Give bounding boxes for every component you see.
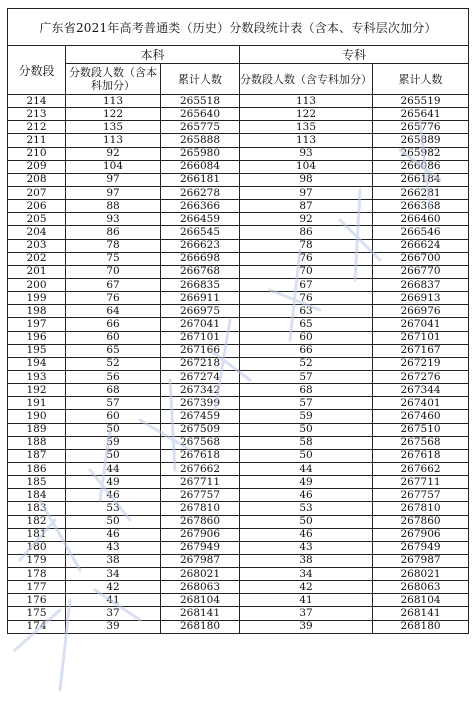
undergrad-cumulative-cell: 266768 (161, 265, 240, 278)
undergrad-cumulative-cell: 268063 (161, 581, 240, 594)
table-row (8, 581, 469, 594)
junior-cumulative-cell: 267860 (373, 515, 469, 528)
undergrad-count-cell: 49 (66, 476, 161, 489)
score-cell: 194 (8, 357, 66, 370)
table-row (8, 292, 469, 305)
junior-count-cell: 76 (240, 252, 373, 265)
score-cell: 174 (8, 620, 66, 633)
undergrad-count-cell: 75 (66, 252, 161, 265)
score-cell: 176 (8, 594, 66, 607)
undergrad-count-cell: 46 (66, 528, 161, 541)
junior-count-cell: 66 (240, 344, 373, 357)
table-row (8, 108, 469, 121)
table-row (8, 594, 469, 607)
junior-cumulative-cell: 267276 (373, 370, 469, 383)
table-row (8, 449, 469, 462)
undergrad-cumulative-cell: 267041 (161, 318, 240, 331)
undergrad-cumulative-cell: 267810 (161, 502, 240, 515)
undergrad-count-cell: 68 (66, 384, 161, 397)
table-row (8, 423, 469, 436)
junior-count-cell: 113 (240, 134, 373, 147)
table-row (8, 160, 469, 173)
junior-count-cell: 39 (240, 620, 373, 633)
table-row (8, 186, 469, 199)
junior-cumulative-cell: 267711 (373, 476, 469, 489)
junior-cumulative-cell: 266546 (373, 226, 469, 239)
table-row (8, 357, 469, 370)
table-row (8, 344, 469, 357)
table-row (8, 226, 469, 239)
score-cell: 201 (8, 265, 66, 278)
score-cell: 186 (8, 462, 66, 475)
undergrad-cumulative-cell: 268141 (161, 607, 240, 620)
junior-cumulative-cell: 268063 (373, 581, 469, 594)
junior-count-cell: 53 (240, 502, 373, 515)
undergrad-cumulative-cell: 265640 (161, 108, 240, 121)
undergrad-cumulative-cell: 266366 (161, 200, 240, 213)
score-cell: 206 (8, 200, 66, 213)
undergrad-cumulative-cell: 267218 (161, 357, 240, 370)
undergrad-count-cell: 104 (66, 160, 161, 173)
junior-count-cell: 41 (240, 594, 373, 607)
score-cell: 214 (8, 95, 66, 108)
undergrad-count-cell: 56 (66, 370, 161, 383)
undergrad-count-cell: 78 (66, 239, 161, 252)
undergrad-cumulative-cell: 266084 (161, 160, 240, 173)
undergrad-count-cell: 92 (66, 147, 161, 160)
score-cell: 182 (8, 515, 66, 528)
undergrad-cumulative-cell: 268021 (161, 568, 240, 581)
undergrad-cumulative-cell: 266278 (161, 186, 240, 199)
undergrad-count-cell: 52 (66, 357, 161, 370)
junior-cumulative-cell: 267568 (373, 436, 469, 449)
junior-cumulative-cell: 266184 (373, 173, 469, 186)
undergrad-cumulative-cell: 266181 (161, 173, 240, 186)
score-cell: 198 (8, 305, 66, 318)
undergrad-count-cell: 60 (66, 410, 161, 423)
undergrad-cumulative-cell: 267166 (161, 344, 240, 357)
junior-count-cell: 135 (240, 121, 373, 134)
undergrad-count-cell: 67 (66, 278, 161, 291)
score-cell: 195 (8, 344, 66, 357)
junior-cumulative-cell: 265519 (373, 95, 469, 108)
table-row (8, 173, 469, 186)
junior-count-cell: 43 (240, 541, 373, 554)
undergrad-cumulative-cell: 267342 (161, 384, 240, 397)
junior-cumulative-cell: 267510 (373, 423, 469, 436)
table-row (8, 95, 469, 108)
junior-cumulative-cell: 265641 (373, 108, 469, 121)
junior-count-cell: 98 (240, 173, 373, 186)
undergrad-count-cell: 97 (66, 173, 161, 186)
junior-count-cell: 67 (240, 278, 373, 291)
undergrad-cumulative-cell: 265775 (161, 121, 240, 134)
score-cell: 188 (8, 436, 66, 449)
undergrad-count-cell: 113 (66, 95, 161, 108)
junior-cumulative-cell: 266976 (373, 305, 469, 318)
table-row (8, 384, 469, 397)
junior-cumulative-cell: 268104 (373, 594, 469, 607)
junior-count-cell: 60 (240, 331, 373, 344)
junior-count-cell: 50 (240, 423, 373, 436)
undergrad-cumulative-cell: 267509 (161, 423, 240, 436)
table-row (8, 305, 469, 318)
junior-cumulative-cell: 265776 (373, 121, 469, 134)
score-cell: 208 (8, 173, 66, 186)
undergrad-cumulative-cell: 268104 (161, 594, 240, 607)
undergrad-count-cell: 57 (66, 397, 161, 410)
junior-count-cell: 42 (240, 581, 373, 594)
score-cell: 200 (8, 278, 66, 291)
undergrad-count-cell: 113 (66, 134, 161, 147)
score-cell: 192 (8, 384, 66, 397)
junior-count-cell: 57 (240, 370, 373, 383)
undergrad-cumulative-cell: 266698 (161, 252, 240, 265)
junior-count-cell: 46 (240, 489, 373, 502)
junior-count-cell: 87 (240, 200, 373, 213)
undergrad-count-cell: 59 (66, 436, 161, 449)
undergrad-cumulative-cell: 267399 (161, 397, 240, 410)
junior-cumulative-cell: 267219 (373, 357, 469, 370)
score-cell: 213 (8, 108, 66, 121)
undergrad-count-cell: 60 (66, 331, 161, 344)
undergrad-count-cell: 93 (66, 213, 161, 226)
junior-cumulative-cell: 268141 (373, 607, 469, 620)
junior-count-cell: 59 (240, 410, 373, 423)
undergrad-count-cell: 50 (66, 515, 161, 528)
junior-count-cell: 122 (240, 108, 373, 121)
undergrad-cumulative-cell: 267711 (161, 476, 240, 489)
undergrad-count-cell: 39 (66, 620, 161, 633)
undergrad-cumulative-cell: 267906 (161, 528, 240, 541)
junior-count-cell: 52 (240, 357, 373, 370)
junior-count-cell: 86 (240, 226, 373, 239)
undergrad-cumulative-cell: 266835 (161, 278, 240, 291)
score-cell: 191 (8, 397, 66, 410)
undergrad-cumulative-cell: 266911 (161, 292, 240, 305)
junior-cumulative-cell: 267949 (373, 541, 469, 554)
score-cell: 203 (8, 239, 66, 252)
junior-cumulative-cell: 266700 (373, 252, 469, 265)
undergrad-cumulative-cell: 266975 (161, 305, 240, 318)
junior-group-header: 专科 (240, 46, 469, 64)
junior-cumulative-cell: 267757 (373, 489, 469, 502)
junior-count-cell: 113 (240, 95, 373, 108)
undergrad-cumulative-cell: 266459 (161, 213, 240, 226)
junior-cumulative-cell: 267987 (373, 554, 469, 567)
undergrad-count-header: 分数段人数（含本科加分） (66, 64, 161, 95)
score-cell: 187 (8, 449, 66, 462)
undergrad-cumulative-cell: 266545 (161, 226, 240, 239)
junior-cumulative-cell: 266913 (373, 292, 469, 305)
score-cell: 181 (8, 528, 66, 541)
table-row (8, 397, 469, 410)
table-row (8, 121, 469, 134)
table-row (8, 239, 469, 252)
undergrad-count-cell: 88 (66, 200, 161, 213)
junior-cumulative-cell: 266281 (373, 186, 469, 199)
undergrad-cumulative-cell: 267568 (161, 436, 240, 449)
undergrad-cumulative-cell: 265980 (161, 147, 240, 160)
undergrad-cumulative-header: 累计人数 (161, 64, 240, 95)
score-cell: 204 (8, 226, 66, 239)
score-cell: 210 (8, 147, 66, 160)
junior-cumulative-cell: 266368 (373, 200, 469, 213)
junior-cumulative-cell: 268180 (373, 620, 469, 633)
table-row (8, 147, 469, 160)
undergrad-cumulative-cell: 266623 (161, 239, 240, 252)
undergrad-cumulative-cell: 268180 (161, 620, 240, 633)
score-cell: 177 (8, 581, 66, 594)
undergrad-count-cell: 86 (66, 226, 161, 239)
undergrad-cumulative-cell: 265518 (161, 95, 240, 108)
junior-count-cell: 46 (240, 528, 373, 541)
table-row (8, 476, 469, 489)
score-distribution-sheet (7, 8, 468, 634)
junior-cumulative-cell: 267906 (373, 528, 469, 541)
undergrad-count-cell: 64 (66, 305, 161, 318)
undergrad-cumulative-cell: 267274 (161, 370, 240, 383)
table-row (8, 515, 469, 528)
undergrad-count-cell: 50 (66, 423, 161, 436)
undergrad-count-cell: 53 (66, 502, 161, 515)
score-cell: 175 (8, 607, 66, 620)
score-cell: 202 (8, 252, 66, 265)
junior-cumulative-cell: 266837 (373, 278, 469, 291)
score-cell: 189 (8, 423, 66, 436)
undergrad-count-cell: 34 (66, 568, 161, 581)
score-cell: 183 (8, 502, 66, 515)
undergrad-count-cell: 46 (66, 489, 161, 502)
junior-count-cell: 50 (240, 515, 373, 528)
score-cell: 196 (8, 331, 66, 344)
undergrad-cumulative-cell: 267101 (161, 331, 240, 344)
score-cell: 212 (8, 121, 66, 134)
score-cell: 180 (8, 541, 66, 554)
table-row (8, 528, 469, 541)
junior-cumulative-cell: 265982 (373, 147, 469, 160)
table-row (8, 265, 469, 278)
junior-count-cell: 58 (240, 436, 373, 449)
table-row (8, 410, 469, 423)
table-row (8, 436, 469, 449)
undergrad-count-cell: 66 (66, 318, 161, 331)
table-row (8, 541, 469, 554)
junior-count-cell: 97 (240, 186, 373, 199)
junior-count-cell: 93 (240, 147, 373, 160)
junior-count-cell: 38 (240, 554, 373, 567)
junior-count-cell: 57 (240, 397, 373, 410)
score-cell: 197 (8, 318, 66, 331)
junior-count-cell: 65 (240, 318, 373, 331)
undergrad-count-cell: 44 (66, 462, 161, 475)
junior-cumulative-cell: 266770 (373, 265, 469, 278)
score-table (7, 8, 469, 634)
score-cell: 178 (8, 568, 66, 581)
junior-cumulative-cell: 267810 (373, 502, 469, 515)
score-cell: 211 (8, 134, 66, 147)
junior-cumulative-cell: 267618 (373, 449, 469, 462)
undergrad-count-cell: 42 (66, 581, 161, 594)
junior-cumulative-cell: 267101 (373, 331, 469, 344)
table-row (8, 134, 469, 147)
undergrad-count-cell: 97 (66, 186, 161, 199)
table-row (8, 620, 469, 633)
undergrad-cumulative-cell: 267987 (161, 554, 240, 567)
score-cell: 205 (8, 213, 66, 226)
undergrad-count-cell: 135 (66, 121, 161, 134)
score-cell: 179 (8, 554, 66, 567)
undergrad-count-cell: 122 (66, 108, 161, 121)
undergrad-cumulative-cell: 267662 (161, 462, 240, 475)
score-cell: 190 (8, 410, 66, 423)
undergrad-count-cell: 50 (66, 449, 161, 462)
table-row (8, 370, 469, 383)
table-row (8, 568, 469, 581)
score-cell: 184 (8, 489, 66, 502)
junior-cumulative-cell: 267167 (373, 344, 469, 357)
score-cell: 193 (8, 370, 66, 383)
undergrad-cumulative-cell: 267860 (161, 515, 240, 528)
junior-count-cell: 92 (240, 213, 373, 226)
junior-cumulative-cell: 265889 (373, 134, 469, 147)
undergrad-cumulative-cell: 265888 (161, 134, 240, 147)
table-row (8, 200, 469, 213)
table-title: 广东省2021年高考普通类（历史）分数段统计表（含本、专科层次加分） (8, 9, 469, 46)
junior-count-cell: 44 (240, 462, 373, 475)
junior-count-header: 分数段人数（含专科加分） (240, 64, 373, 95)
junior-cumulative-cell: 267344 (373, 384, 469, 397)
junior-count-cell: 37 (240, 607, 373, 620)
score-cell: 185 (8, 476, 66, 489)
score-band-header: 分数段 (8, 46, 66, 95)
junior-count-cell: 34 (240, 568, 373, 581)
undergrad-cumulative-cell: 267618 (161, 449, 240, 462)
undergrad-group-header: 本科 (66, 46, 240, 64)
score-cell: 207 (8, 186, 66, 199)
junior-count-cell: 68 (240, 384, 373, 397)
table-row (8, 318, 469, 331)
undergrad-count-cell: 37 (66, 607, 161, 620)
junior-cumulative-cell: 266624 (373, 239, 469, 252)
undergrad-cumulative-cell: 267949 (161, 541, 240, 554)
undergrad-count-cell: 43 (66, 541, 161, 554)
undergrad-count-cell: 38 (66, 554, 161, 567)
junior-count-cell: 78 (240, 239, 373, 252)
table-row (8, 554, 469, 567)
junior-cumulative-cell: 267460 (373, 410, 469, 423)
junior-cumulative-cell: 268021 (373, 568, 469, 581)
score-cell: 209 (8, 160, 66, 173)
table-body (8, 95, 469, 634)
table-row (8, 607, 469, 620)
score-cell: 199 (8, 292, 66, 305)
table-row (8, 252, 469, 265)
junior-cumulative-cell: 267662 (373, 462, 469, 475)
table-row (8, 462, 469, 475)
undergrad-cumulative-cell: 267757 (161, 489, 240, 502)
undergrad-count-cell: 76 (66, 292, 161, 305)
junior-count-cell: 63 (240, 305, 373, 318)
table-row (8, 502, 469, 515)
junior-count-cell: 50 (240, 449, 373, 462)
junior-cumulative-cell: 267401 (373, 397, 469, 410)
undergrad-count-cell: 65 (66, 344, 161, 357)
junior-count-cell: 49 (240, 476, 373, 489)
junior-cumulative-cell: 267041 (373, 318, 469, 331)
junior-cumulative-cell: 266086 (373, 160, 469, 173)
junior-count-cell: 76 (240, 292, 373, 305)
junior-cumulative-header: 累计人数 (373, 64, 469, 95)
table-row (8, 489, 469, 502)
junior-count-cell: 104 (240, 160, 373, 173)
undergrad-cumulative-cell: 267459 (161, 410, 240, 423)
junior-cumulative-cell: 266460 (373, 213, 469, 226)
undergrad-count-cell: 41 (66, 594, 161, 607)
table-row (8, 213, 469, 226)
table-row (8, 331, 469, 344)
table-row (8, 278, 469, 291)
undergrad-count-cell: 70 (66, 265, 161, 278)
junior-count-cell: 70 (240, 265, 373, 278)
